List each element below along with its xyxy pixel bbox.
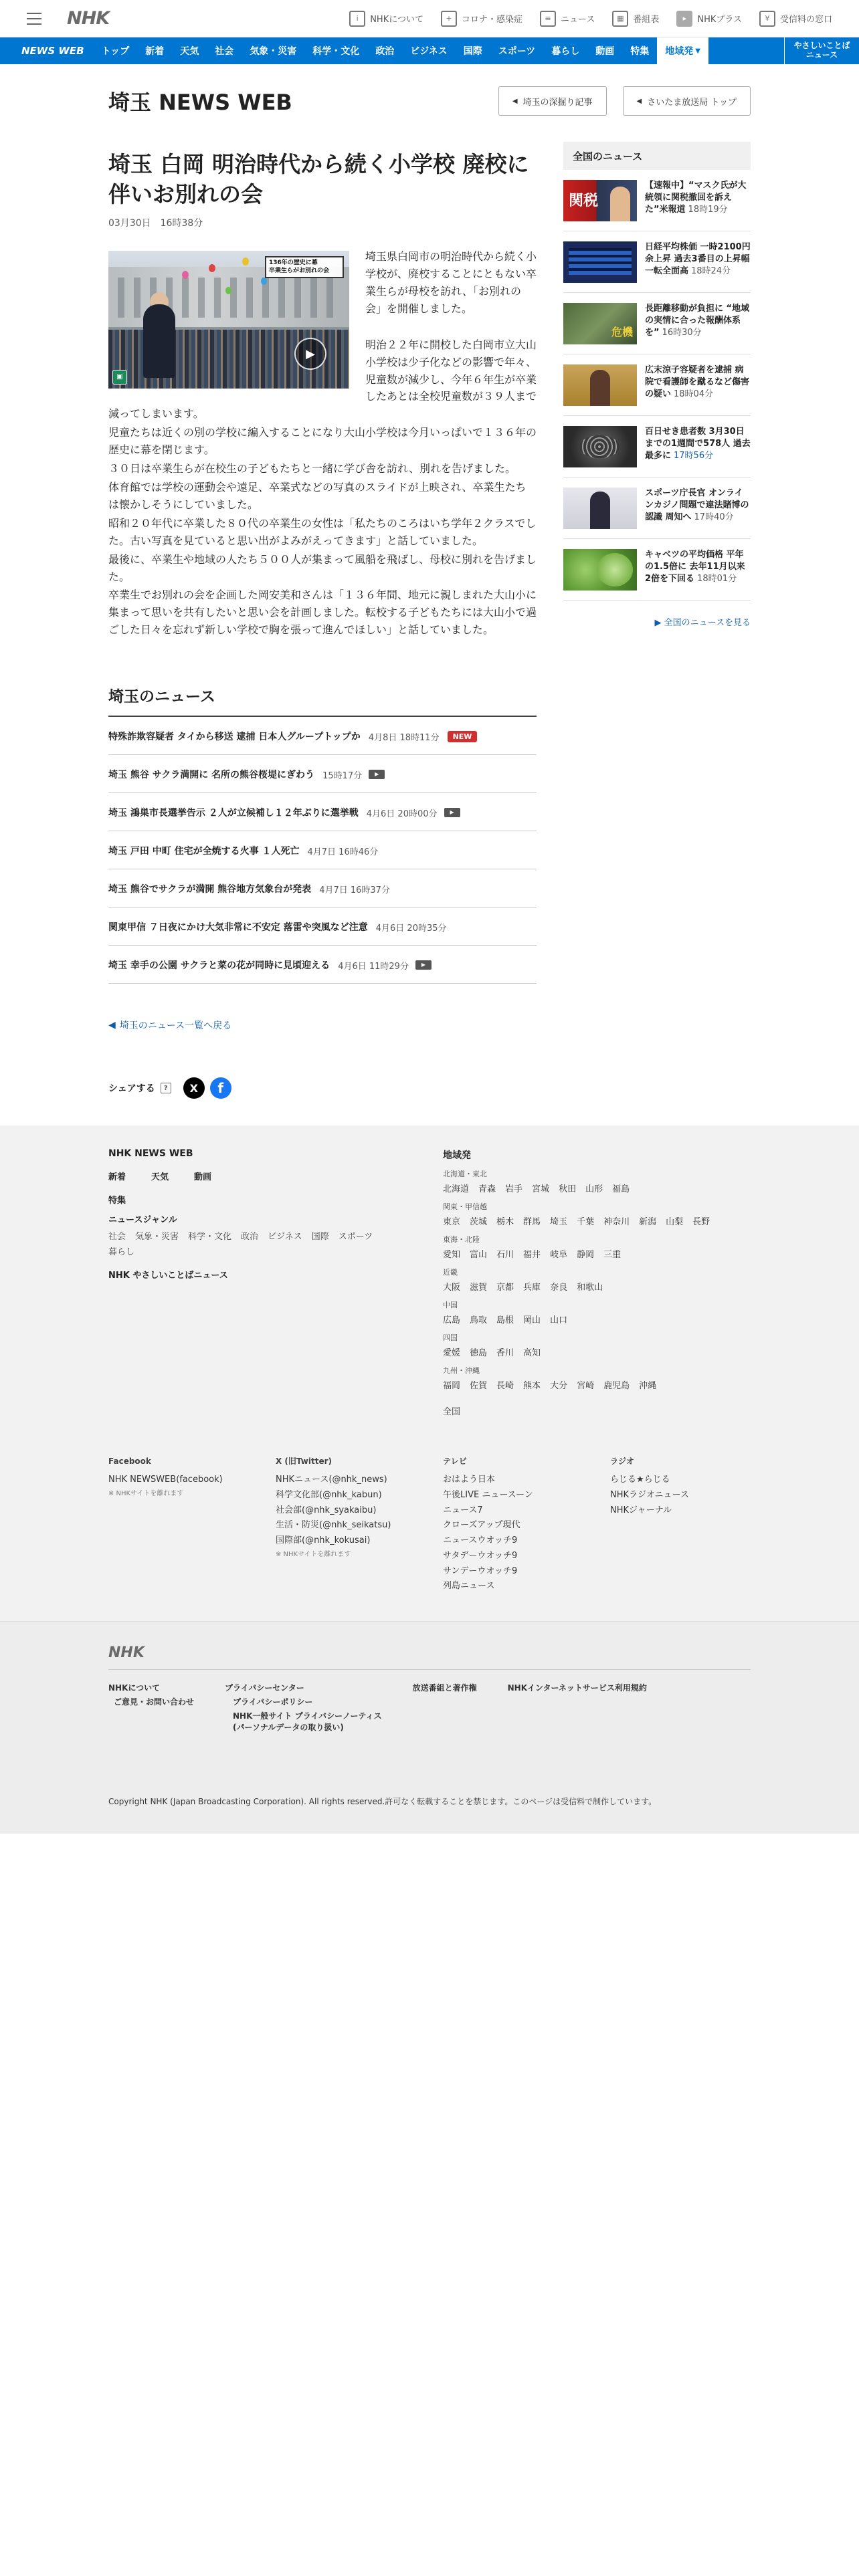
video-icon: ▶ xyxy=(444,808,460,817)
list-item[interactable] xyxy=(563,539,751,601)
footer-nhk-logo[interactable]: NHK xyxy=(108,1644,751,1670)
national-news-more-link[interactable] xyxy=(563,615,751,628)
region-group-label: 九州・沖縄 xyxy=(443,1366,480,1376)
copyright-text: Copyright NHK (Japan Broadcasting Corporation). All rights reserved.許可なく転載することを禁じます。このページは受信料で制作しています。 xyxy=(108,1797,657,1807)
footer-container xyxy=(108,1148,751,1594)
region-link[interactable]: 和歌山 xyxy=(577,1283,603,1293)
article-paragraph: ３０日は卒業生らが在校生の子どもたちと一緒に学び舎を訪れ、別れを告げました。 xyxy=(108,462,516,475)
region-link[interactable]: 愛知 xyxy=(443,1250,461,1261)
twitter-link[interactable]: 生活・防災(@nhk_seikatsu) xyxy=(276,1520,391,1531)
sidebar xyxy=(563,138,751,1099)
share-label: シェアする xyxy=(108,1083,155,1095)
util-link-label: 番組表 xyxy=(633,15,660,25)
nhk-plus-icon: ▸ xyxy=(676,11,692,27)
side-news-title[interactable]: 広末涼子容疑者を逮捕 病院で看護師を蹴るなど傷害の疑い xyxy=(645,365,750,400)
article-date-time: 16時38分 xyxy=(160,218,203,229)
footer-bottom-col xyxy=(508,1682,647,1735)
region-link[interactable]: 山形 xyxy=(585,1184,603,1195)
footer-link-video[interactable]: 動画 xyxy=(194,1172,212,1183)
region-link[interactable]: 高知 xyxy=(523,1348,541,1359)
region-link[interactable]: 沖縄 xyxy=(639,1381,657,1392)
news-item-title[interactable]: 埼玉 幸手の公園 サクラと菜の花が同時に見頃迎える xyxy=(108,960,330,972)
list-item[interactable] xyxy=(108,907,537,946)
footer-link-privacy-center[interactable]: プライバシーセンター xyxy=(225,1683,304,1693)
genre-link[interactable]: スポーツ xyxy=(338,1232,373,1243)
news-thumbnail[interactable] xyxy=(563,241,637,283)
news-web-brand[interactable]: NEWS WEB xyxy=(21,45,84,57)
footer-link-privacy-notice-sub[interactable]: (パーソナルデータの取り扱い) xyxy=(233,1723,344,1733)
nav-item-life[interactable]: 暮らし xyxy=(551,46,580,57)
region-link[interactable]: 新潟 xyxy=(639,1217,657,1228)
region-link[interactable]: 山梨 xyxy=(666,1217,684,1228)
saitama-news-title: 埼玉のニュース xyxy=(108,684,537,717)
footer-title[interactable]: NHK NEWS WEB xyxy=(108,1148,193,1160)
region-link[interactable]: 福井 xyxy=(523,1250,541,1261)
national-news-title: 全国のニュース xyxy=(563,142,751,170)
side-news-title[interactable]: 長距離移動が負担に “地域の実情に合った報酬体系を” xyxy=(645,304,750,338)
region-link[interactable]: 秋田 xyxy=(559,1184,577,1195)
new-badge: NEW xyxy=(448,731,478,742)
region-link[interactable]: 富山 xyxy=(470,1250,488,1261)
util-link-news[interactable] xyxy=(540,11,595,27)
list-item[interactable] xyxy=(108,946,537,984)
list-item[interactable] xyxy=(108,717,537,755)
footer-bottom-col xyxy=(413,1682,477,1735)
nhk-logo[interactable]: NHK xyxy=(67,8,110,29)
chevron-down-icon: ▼ xyxy=(695,47,700,55)
footer-link-feature[interactable]: 特集 xyxy=(108,1196,126,1206)
region-link[interactable]: 千葉 xyxy=(577,1217,595,1228)
article-paragraph: 卒業生でお別れの会を企画した岡安美和さんは「１３６年間、地元に親しまれた大山小に集まって思いを共有したいと思い会を計画しました。転校する子どもたちには大山小で過ごした日々を忘れず新しい学校で胸を張って進んでほしい」と話していました。 xyxy=(108,588,537,637)
yasashii-line-2: ニュース xyxy=(805,50,838,60)
nhk-plus-badge-icon: ▣ xyxy=(112,370,127,385)
nhk-info-icon: i xyxy=(349,11,365,27)
deep-dive-label: 埼玉の深掘り記事 xyxy=(522,97,593,108)
x-twitter-icon[interactable]: X xyxy=(183,1077,205,1099)
region-link[interactable]: 栃木 xyxy=(496,1217,514,1228)
back-link-label: 埼玉のニュース一覧へ戻る xyxy=(119,1021,232,1032)
footer-radio-column xyxy=(610,1455,751,1594)
side-news-time: 18時04分 xyxy=(674,389,714,400)
region-title[interactable]: 埼玉 NEWS WEB xyxy=(108,90,292,115)
news-item-title[interactable]: 関東甲信 ７日夜にかけ大気非常に不安定 落雷や突風など注意 xyxy=(108,922,368,934)
nav-item-feature[interactable]: 特集 xyxy=(630,46,650,57)
radio-label: ラジオ xyxy=(610,1457,635,1467)
util-link-label: ニュース xyxy=(560,15,595,25)
yasashii-news-link[interactable] xyxy=(784,37,859,64)
region-link[interactable]: 岡山 xyxy=(523,1315,541,1326)
util-link-nhk-info[interactable] xyxy=(349,11,423,27)
menu-icon[interactable] xyxy=(27,13,41,25)
list-item[interactable] xyxy=(563,477,751,539)
region-link[interactable]: 静岡 xyxy=(577,1250,595,1261)
genre-links xyxy=(108,1229,403,1257)
util-link-label: コロナ・感染症 xyxy=(461,15,522,25)
list-item[interactable] xyxy=(108,793,537,831)
share-row xyxy=(108,1077,537,1099)
list-item[interactable] xyxy=(563,416,751,477)
nav-item-region[interactable] xyxy=(657,37,708,64)
region-link[interactable]: 宮城 xyxy=(532,1184,550,1195)
side-news-title[interactable]: キャベツの平均価格 平年の1.5倍に 去年11月以来2倍を下回る xyxy=(645,550,745,584)
footer-tv-column xyxy=(443,1455,610,1594)
footer-bottom-col xyxy=(225,1682,382,1735)
chevron-left-icon: ◀ xyxy=(512,97,518,105)
region-link[interactable]: 山口 xyxy=(550,1315,568,1326)
footer-link-weather[interactable]: 天気 xyxy=(151,1172,169,1183)
chevron-right-icon: ▶ xyxy=(654,618,664,628)
news-thumbnail[interactable] xyxy=(563,303,637,344)
region-link[interactable]: 三重 xyxy=(603,1250,622,1261)
region-link-nationwide[interactable]: 全国 xyxy=(443,1407,461,1418)
person-image xyxy=(590,370,610,406)
tv-link[interactable]: おはよう日本 xyxy=(443,1475,496,1485)
news-item-title[interactable]: 特殊詐欺容疑者 タイから移送 逮捕 日本人グループトップか xyxy=(108,732,361,743)
region-link[interactable]: 京都 xyxy=(496,1283,514,1293)
nav-item-weather[interactable]: 天気 xyxy=(180,46,199,57)
region-link[interactable]: 長野 xyxy=(692,1217,710,1228)
footer-link-contact[interactable]: ご意見・お問い合わせ xyxy=(114,1697,195,1707)
tv-link[interactable]: クローズアップ現代 xyxy=(443,1520,520,1531)
nav-item-science[interactable]: 科学・文化 xyxy=(312,46,360,57)
back-to-list-link[interactable] xyxy=(108,1018,537,1032)
region-title: 地域発 xyxy=(443,1150,471,1162)
region-link[interactable]: 岩手 xyxy=(505,1184,523,1195)
radio-link[interactable]: NHKラジオニュース xyxy=(610,1489,689,1500)
nav-item-international[interactable]: 国際 xyxy=(463,46,482,57)
facebook-label: Facebook xyxy=(108,1457,151,1467)
tv-link[interactable]: サンデーウオッチ9 xyxy=(443,1566,518,1576)
util-link-program-table[interactable] xyxy=(612,11,659,27)
region-link[interactable]: 愛媛 xyxy=(443,1348,461,1359)
article-paragraph: 昭和２０年代に卒業した８０代の卒業生の女性は「私たちのころはいち学年２クラスでした。古い写真を見ていると思い出がよみがえってきます」と話していました。 xyxy=(108,516,537,547)
top-utility-bar xyxy=(0,0,859,37)
news-thumbnail[interactable] xyxy=(563,426,637,467)
footer-link-privacy-notice[interactable]: NHK一般サイト プライバシーノーティス xyxy=(233,1711,382,1721)
microscope-image xyxy=(579,435,619,458)
tv-link[interactable]: ニュースウオッチ9 xyxy=(443,1535,518,1546)
radio-link[interactable]: らじる★らじる xyxy=(610,1475,670,1485)
main-nav xyxy=(0,37,859,64)
side-news-title[interactable]: 百日せき患者数 3月30日までの1週間で578人 過去最多に xyxy=(645,427,751,461)
region-group-links xyxy=(443,1182,751,1194)
footer-link-easy-news[interactable]: NHK やさしいことばニュース xyxy=(108,1271,228,1281)
video-icon: ▶ xyxy=(415,960,432,970)
side-news-title[interactable]: スポーツ庁長官 オンラインカジノ問題で違法賭博の認識 周知へ xyxy=(645,488,749,523)
thumbnail-text: 危機 xyxy=(611,326,633,338)
side-news-time: 17時40分 xyxy=(694,512,734,523)
region-link[interactable]: 石川 xyxy=(496,1250,514,1261)
side-news-text xyxy=(645,180,751,221)
genre-link[interactable]: 政治 xyxy=(241,1232,259,1243)
nav-item-top[interactable]: トップ xyxy=(101,46,130,57)
region-link[interactable]: 福岡 xyxy=(443,1381,461,1392)
nav-item-business[interactable]: ビジネス xyxy=(410,46,448,57)
footer-bottom-col xyxy=(108,1682,194,1735)
genre-link[interactable]: 社会 xyxy=(108,1232,126,1243)
side-news-time: 17時56分 xyxy=(674,451,714,461)
region-link[interactable]: 大阪 xyxy=(443,1283,461,1293)
side-news-text xyxy=(645,364,751,406)
cabbage-image xyxy=(597,553,633,586)
news-item-title[interactable]: 埼玉 熊谷でサクラが満開 熊谷地方気象台が発表 xyxy=(108,884,312,895)
news-item-title[interactable]: 埼玉 戸田 中町 住宅が全焼する火事 １人死亡 xyxy=(108,846,300,857)
main-column xyxy=(108,138,537,1099)
region-link[interactable]: 長崎 xyxy=(496,1381,514,1392)
content-columns xyxy=(108,138,751,1099)
news-item-time: 4月7日 16時37分 xyxy=(319,885,390,895)
util-link-corona[interactable] xyxy=(441,11,522,27)
region-link[interactable]: 奈良 xyxy=(550,1283,568,1293)
region-header xyxy=(108,64,751,138)
list-item[interactable] xyxy=(563,231,751,293)
genre-link[interactable]: 気象・災害 xyxy=(135,1232,179,1243)
footer-twitter-column xyxy=(276,1455,443,1594)
external-note: ※ NHKサイトを離れます xyxy=(276,1550,351,1558)
region-link[interactable]: 熊本 xyxy=(523,1381,541,1392)
region-group-label: 北海道・東北 xyxy=(443,1170,487,1179)
region-group-links xyxy=(443,1346,751,1358)
region-link[interactable]: 神奈川 xyxy=(603,1217,630,1228)
facebook-icon[interactable]: f xyxy=(210,1077,231,1099)
more-link-label: 全国のニュースを見る xyxy=(664,618,751,628)
footer-bottom-container xyxy=(108,1644,751,1807)
region-group-links xyxy=(443,1313,751,1325)
side-news-title[interactable]: 【速報中】“マスク氏が大統領に関税撤回を訴えた”米報道 xyxy=(645,181,747,215)
region-link[interactable]: 佐賀 xyxy=(470,1381,488,1392)
footer-link-copyright[interactable]: 放送番組と著作権 xyxy=(412,1683,477,1693)
region-group-label: 中国 xyxy=(443,1301,458,1310)
region-link[interactable]: 香川 xyxy=(496,1348,514,1359)
article-video[interactable] xyxy=(108,251,349,389)
region-group-label: 東海・北陸 xyxy=(443,1235,480,1245)
twitter-label: X (旧Twitter) xyxy=(276,1457,332,1467)
side-news-text xyxy=(645,549,751,591)
side-news-time: 16時30分 xyxy=(662,328,702,338)
side-news-text xyxy=(645,241,751,283)
region-link[interactable]: 埼玉 xyxy=(550,1217,568,1228)
tv-link[interactable]: サタデーウオッチ9 xyxy=(443,1550,518,1561)
nav-item-video[interactable]: 動画 xyxy=(595,46,615,57)
balloon-image xyxy=(242,257,249,265)
side-news-title[interactable]: 日経平均株価 一時2100円余上昇 過去3番目の上昇幅 一転全面高 xyxy=(645,242,751,277)
region-link[interactable]: 北海道 xyxy=(443,1184,470,1195)
region-link[interactable]: 茨城 xyxy=(470,1217,488,1228)
news-icon: ≡ xyxy=(540,11,556,27)
region-link[interactable]: 徳島 xyxy=(470,1348,488,1359)
region-group-label: 近畿 xyxy=(443,1268,458,1277)
list-item[interactable] xyxy=(563,354,751,416)
article-body xyxy=(108,248,537,640)
genre-link[interactable]: 暮らし xyxy=(108,1247,135,1258)
thumbnail-text: 関税 xyxy=(569,192,599,209)
play-icon[interactable]: ▶ xyxy=(294,338,326,370)
facebook-link[interactable]: NHK NEWSWEB(facebook) xyxy=(108,1475,223,1485)
region-group-links xyxy=(443,1247,751,1260)
help-icon[interactable]: ? xyxy=(161,1083,171,1093)
footer-link-terms[interactable]: NHKインターネットサービス利用規約 xyxy=(507,1683,647,1693)
region-buttons xyxy=(498,86,751,116)
util-link-label: NHKについて xyxy=(370,15,423,25)
twitter-link[interactable]: 社会部(@nhk_syakaibu) xyxy=(276,1505,377,1515)
video-caption: 136年の歴史に幕 卒業生らがお別れの会 xyxy=(265,256,344,278)
region-group-label: 関東・甲信越 xyxy=(443,1202,487,1212)
balloon-image xyxy=(225,287,231,294)
video-icon: ▶ xyxy=(369,770,385,779)
news-item-title[interactable]: 埼玉 熊谷 サクラ満開に 名所の熊谷桜堤にぎわう xyxy=(108,770,315,781)
news-item-time: 4月8日 18時11分 xyxy=(368,732,440,743)
footer-bottom xyxy=(0,1621,859,1834)
util-link-label: 受信料の窓口 xyxy=(779,15,832,25)
external-note: ※ NHKサイトを離れます xyxy=(108,1489,184,1497)
news-thumbnail[interactable] xyxy=(563,488,637,529)
news-thumbnail[interactable] xyxy=(563,549,637,591)
article-title: 埼玉 白岡 明治時代から続く小学校 廃校に伴いお別れの会 xyxy=(108,151,529,207)
twitter-link[interactable]: NHKニュース(@nhk_news) xyxy=(276,1475,387,1485)
list-item[interactable] xyxy=(108,831,537,869)
yasashii-line-1: やさしいことば xyxy=(793,41,850,51)
util-link-reception-fee[interactable] xyxy=(759,11,832,27)
news-thumbnail[interactable] xyxy=(563,364,637,406)
article-date xyxy=(108,216,537,229)
news-item-title[interactable]: 埼玉 鴻巣市長選挙告示 ２人が立候補し１２年ぶりに選挙戦 xyxy=(108,808,359,819)
program-table-icon: ▦ xyxy=(612,11,628,27)
region-link[interactable]: 滋賀 xyxy=(470,1283,488,1293)
person-image xyxy=(610,187,630,221)
region-link[interactable]: 福島 xyxy=(612,1184,630,1195)
nav-item-new[interactable]: 新着 xyxy=(145,46,165,57)
region-link[interactable]: 大分 xyxy=(550,1381,568,1392)
footer-bottom-links xyxy=(108,1682,751,1735)
article-paragraph: 児童たちは近くの別の学校に編入することになり大山小学校は今月いっぱいで１３６年の歴史に幕を閉じます。 xyxy=(108,426,537,457)
footer-facebook-column xyxy=(108,1455,276,1594)
footer-left-column xyxy=(108,1148,443,1417)
region-link[interactable]: 群馬 xyxy=(523,1217,541,1228)
corona-icon: + xyxy=(441,11,457,27)
news-item-time: 15時17分 xyxy=(322,770,363,781)
twitter-link[interactable]: 国際部(@nhk_kokusai) xyxy=(276,1535,371,1546)
station-top-label: さいたま放送局 トップ xyxy=(647,97,737,108)
genre-link[interactable]: 科学・文化 xyxy=(188,1232,232,1243)
chevron-left-icon: ◀ xyxy=(636,97,642,105)
region-link[interactable]: 青森 xyxy=(478,1184,496,1195)
news-item-time: 4月7日 16時46分 xyxy=(307,847,379,857)
region-group-label: 四国 xyxy=(443,1333,458,1343)
genre-title: ニュースジャンル xyxy=(108,1215,177,1226)
balloon-image xyxy=(209,264,215,272)
nav-item-disaster[interactable]: 気象・災害 xyxy=(250,46,297,57)
twitter-link[interactable]: 科学文化部(@nhk_kabun) xyxy=(276,1489,382,1500)
list-item[interactable] xyxy=(563,293,751,354)
nav-item-politics[interactable]: 政治 xyxy=(375,46,395,57)
nav-item-region-label: 地域発 xyxy=(665,46,694,57)
footer-main-links xyxy=(108,1170,443,1182)
article-paragraph: 体育館では学校の運動会や遠足、卒業式などの写真のスライドが上映され、卒業生たちは懐かしそうにしていました。 xyxy=(108,480,527,511)
footer-sns-row xyxy=(108,1455,751,1594)
region-link[interactable]: 東京 xyxy=(443,1217,461,1228)
side-news-time: 18時01分 xyxy=(697,574,737,584)
tv-label: テレビ xyxy=(443,1457,467,1467)
region-group-links xyxy=(443,1214,751,1227)
side-news-time: 18時24分 xyxy=(691,266,731,277)
list-item[interactable] xyxy=(108,755,537,793)
footer-region-column xyxy=(443,1148,751,1417)
utility-links xyxy=(349,11,832,27)
deep-dive-button[interactable] xyxy=(498,86,607,116)
nav-item-society[interactable]: 社会 xyxy=(215,46,234,57)
nav-item-sports[interactable]: スポーツ xyxy=(498,46,536,57)
chevron-left-icon: ◀ xyxy=(108,1020,116,1031)
side-news-text xyxy=(645,303,751,344)
page-container xyxy=(108,64,751,1099)
list-item[interactable] xyxy=(108,869,537,907)
region-link[interactable]: 兵庫 xyxy=(523,1283,541,1293)
footer-link-about[interactable]: NHKについて xyxy=(108,1683,161,1693)
article-paragraph: 最後に、卒業生や地域の人たち５００人が集まって風船を飛ばし、母校に別れを告げました。 xyxy=(108,552,537,583)
article-paragraph: 明治２２年に開校した白岡市立大山小学校は少子化などの影響で年々、児童数が減少し、今年６年生が卒業したあとは全校児童数が３９人まで減ってしまいます。 xyxy=(108,338,537,421)
genre-link[interactable]: ビジネス xyxy=(268,1232,302,1243)
balloon-image xyxy=(182,271,189,279)
util-link-nhk-plus[interactable] xyxy=(676,11,742,27)
station-top-button[interactable] xyxy=(623,86,751,116)
region-group-links xyxy=(443,1280,751,1293)
tv-link[interactable]: ニュース7 xyxy=(443,1505,483,1515)
news-item-time: 4月6日 20時00分 xyxy=(366,809,438,819)
genre-link[interactable]: 国際 xyxy=(311,1232,329,1243)
article-paragraph: 埼玉県白岡市の明治時代から続く小学校が、廃校することにともない卒業生らが母校を訪れ、「お別れの会」を開催しました。 xyxy=(365,250,537,315)
footer-link-privacy-policy[interactable]: プライバシーポリシー xyxy=(233,1697,313,1707)
region-link[interactable]: 宮崎 xyxy=(577,1381,595,1392)
speaker-image xyxy=(143,304,175,378)
list-item[interactable] xyxy=(563,170,751,231)
tv-link[interactable]: 午後LIVE ニュースーン xyxy=(443,1489,533,1500)
stock-board-image xyxy=(569,248,632,275)
radio-link[interactable]: NHKジャーナル xyxy=(610,1505,672,1515)
side-news-time: 18時19分 xyxy=(688,205,728,215)
region-group-links xyxy=(443,1378,751,1391)
side-news-text xyxy=(645,426,751,467)
region-link[interactable]: 鳥取 xyxy=(470,1315,488,1326)
footer-link-new[interactable]: 新着 xyxy=(108,1172,126,1183)
region-link[interactable]: 鹿児島 xyxy=(603,1381,630,1392)
footer-top xyxy=(108,1148,751,1417)
region-link[interactable]: 岐阜 xyxy=(550,1250,568,1261)
region-link[interactable]: 島根 xyxy=(496,1315,514,1326)
person-image xyxy=(590,492,610,529)
article-date-day: 03月30日 xyxy=(108,218,151,229)
footer xyxy=(0,1125,859,1834)
news-item-time: 4月6日 20時35分 xyxy=(375,923,447,934)
side-news-text xyxy=(645,488,751,529)
region-nationwide xyxy=(443,1404,751,1417)
reception-fee-icon: ¥ xyxy=(759,11,775,27)
tv-link[interactable]: 列島ニュース xyxy=(443,1581,495,1592)
news-thumbnail[interactable] xyxy=(563,180,637,221)
util-link-label: NHKプラス xyxy=(697,15,742,25)
region-link[interactable]: 広島 xyxy=(443,1315,461,1326)
balloon-image xyxy=(261,278,267,285)
saitama-news-list xyxy=(108,717,537,984)
news-item-time: 4月6日 11時29分 xyxy=(338,961,409,972)
